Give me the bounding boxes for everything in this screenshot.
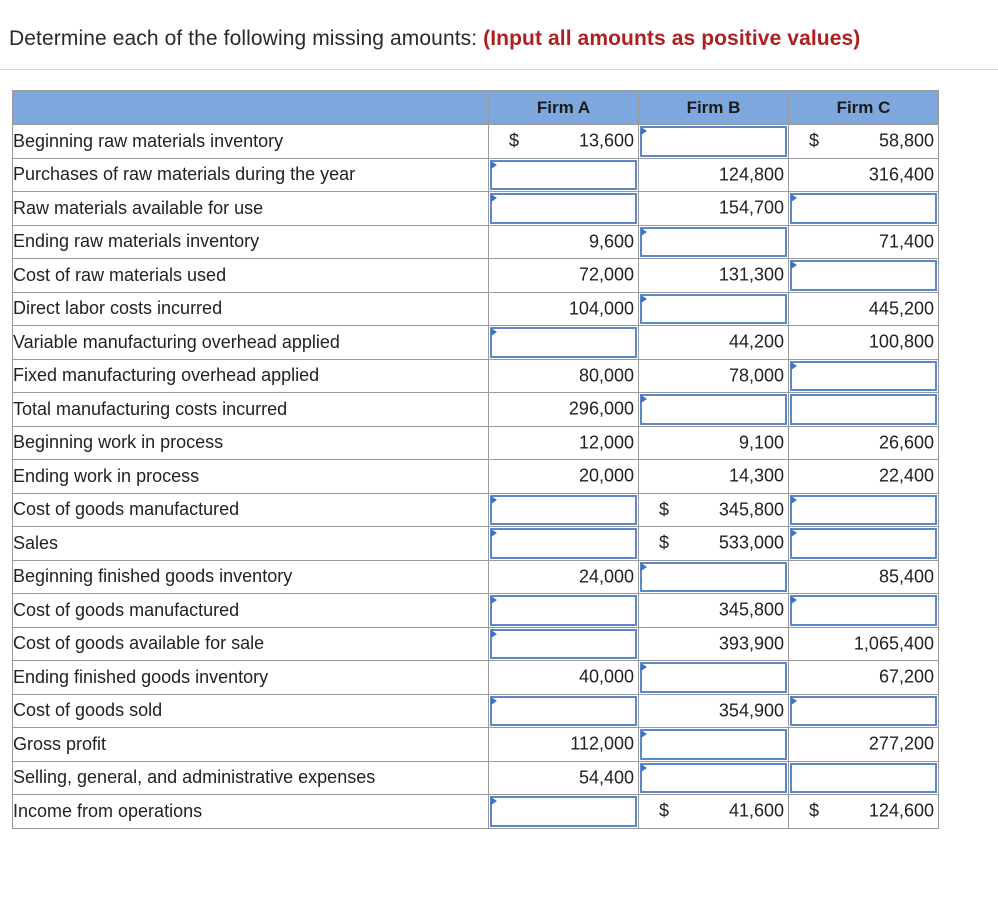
amount-value: 104,000 (568, 298, 634, 319)
amount-cell-firm-a (489, 728, 639, 762)
amount-value: 26,600 (878, 432, 934, 453)
amount-input-field[interactable] (490, 528, 637, 559)
amount-cell-firm-a (489, 426, 639, 460)
amount-value: 80,000 (578, 365, 634, 386)
amount-cell-firm-a (489, 460, 639, 494)
amount-input-firm-c[interactable] (789, 393, 939, 427)
row-label: Purchases of raw materials during the year (13, 158, 489, 192)
amount-input-field[interactable] (490, 327, 637, 358)
amount-value: 345,800 (718, 499, 784, 520)
amount-cell-firm-a (489, 259, 639, 293)
amount-value: 296,000 (568, 398, 634, 419)
input-marker-icon (791, 529, 797, 537)
amount-cell-firm-a (489, 661, 639, 695)
row-label: Variable manufacturing overhead applied (13, 326, 489, 360)
worksheet-table (12, 90, 939, 829)
amount-input-firm-a[interactable] (489, 326, 639, 360)
header-firm-a: Firm A (489, 91, 639, 125)
amount-value: 44,200 (728, 331, 784, 352)
amount-cell-firm-b (639, 158, 789, 192)
table-row (13, 661, 939, 695)
table-row (13, 728, 939, 762)
amount-value: 71,400 (878, 231, 934, 252)
input-marker-icon (791, 496, 797, 504)
amount-input-field[interactable] (490, 629, 637, 660)
amount-input-firm-b[interactable] (639, 560, 789, 594)
amount-value: 345,800 (718, 599, 784, 620)
table-row (13, 326, 939, 360)
amount-input-firm-b[interactable] (639, 125, 789, 159)
amount-cell-firm-b (639, 460, 789, 494)
amount-input-field[interactable] (790, 528, 937, 559)
row-label: Gross profit (13, 728, 489, 762)
amount-cell-firm-a (489, 292, 639, 326)
amount-input-field[interactable] (790, 361, 937, 392)
amount-value: 1,065,400 (853, 633, 934, 654)
table-row (13, 594, 939, 628)
amount-input-field[interactable] (640, 394, 787, 425)
amount-input-firm-c[interactable] (789, 192, 939, 226)
amount-cell-firm-c (789, 560, 939, 594)
amount-cell-firm-b (639, 594, 789, 628)
amount-cell-firm-b (639, 326, 789, 360)
row-label: Total manufacturing costs incurred (13, 393, 489, 427)
input-marker-icon (641, 395, 647, 403)
amount-input-field[interactable] (790, 495, 937, 526)
input-marker-icon (791, 362, 797, 370)
amount-value: 316,400 (868, 164, 934, 185)
input-marker-icon (641, 563, 647, 571)
table-row (13, 225, 939, 259)
amount-input-firm-c[interactable] (789, 527, 939, 561)
amount-cell-firm-b (639, 192, 789, 226)
amount-input-firm-c[interactable] (789, 493, 939, 527)
amount-cell-firm-b (639, 527, 789, 561)
amount-input-field[interactable] (490, 193, 637, 224)
amount-value: 154,700 (718, 197, 784, 218)
amount-input-field[interactable] (790, 595, 937, 626)
row-label: Beginning finished goods inventory (13, 560, 489, 594)
amount-cell-firm-c (789, 125, 939, 159)
amount-input-field[interactable] (790, 260, 937, 291)
row-label: Fixed manufacturing overhead applied (13, 359, 489, 393)
amount-value: 277,200 (868, 733, 934, 754)
amount-input-firm-c[interactable] (789, 359, 939, 393)
amount-value: 124,800 (718, 164, 784, 185)
amount-input-firm-a[interactable] (489, 627, 639, 661)
row-label: Cost of goods manufactured (13, 594, 489, 628)
row-label: Cost of goods manufactured (13, 493, 489, 527)
table-row (13, 359, 939, 393)
row-label: Income from operations (13, 795, 489, 829)
row-label: Ending finished goods inventory (13, 661, 489, 695)
amount-input-firm-b[interactable] (639, 292, 789, 326)
row-label: Raw materials available for use (13, 192, 489, 226)
input-marker-icon (641, 730, 647, 738)
input-marker-icon (791, 596, 797, 604)
amount-input-firm-c[interactable] (789, 594, 939, 628)
amount-value: 22,400 (878, 465, 934, 486)
instructions-text: Determine each of the following missing amounts: (9, 27, 484, 50)
amount-value: 12,000 (578, 432, 634, 453)
amount-value: 20,000 (578, 465, 634, 486)
currency-symbol: $ (659, 800, 670, 821)
input-marker-icon (641, 295, 647, 303)
input-marker-icon (491, 529, 497, 537)
amount-cell-firm-c (789, 627, 939, 661)
amount-input-field[interactable] (490, 495, 637, 526)
amount-cell-firm-c (789, 460, 939, 494)
row-label: Cost of raw materials used (13, 259, 489, 293)
amount-value: 78,000 (728, 365, 784, 386)
worksheet-body (13, 125, 939, 829)
amount-value: 13,600 (578, 130, 634, 151)
amount-cell-firm-a (489, 125, 639, 159)
amount-value: 533,000 (718, 532, 784, 553)
currency-symbol: $ (509, 130, 520, 151)
amount-input-firm-b[interactable] (639, 761, 789, 795)
input-marker-icon (491, 194, 497, 202)
amount-input-firm-a[interactable] (489, 158, 639, 192)
input-marker-icon (641, 228, 647, 236)
amount-input-field[interactable] (640, 227, 787, 258)
table-row (13, 292, 939, 326)
amount-value: 67,200 (878, 666, 934, 687)
amount-input-firm-b[interactable] (639, 661, 789, 695)
table-row (13, 192, 939, 226)
amount-value: 85,400 (878, 566, 934, 587)
header-firm-b: Firm B (639, 91, 789, 125)
divider (0, 69, 998, 70)
input-marker-icon (791, 194, 797, 202)
currency-symbol: $ (659, 499, 670, 520)
amount-input-field[interactable] (640, 294, 787, 325)
table-row (13, 125, 939, 159)
table-row (13, 527, 939, 561)
table-row (13, 460, 939, 494)
input-marker-icon (791, 261, 797, 269)
amount-input-firm-c[interactable] (789, 259, 939, 293)
amount-value: 393,900 (718, 633, 784, 654)
amount-input-firm-b[interactable] (639, 225, 789, 259)
amount-value: 24,000 (578, 566, 634, 587)
instructions-emphasis: (Input all amounts as positive values) (483, 27, 861, 50)
amount-value: 100,800 (868, 331, 934, 352)
amount-cell-firm-b (639, 694, 789, 728)
amount-cell-firm-c (789, 225, 939, 259)
amount-value: 131,300 (718, 264, 784, 285)
amount-input-field[interactable] (640, 126, 787, 157)
amount-cell-firm-b (639, 359, 789, 393)
amount-value: 14,300 (728, 465, 784, 486)
input-marker-icon (641, 127, 647, 135)
input-marker-icon (491, 328, 497, 336)
amount-cell-firm-a (489, 761, 639, 795)
amount-value: 54,400 (578, 767, 634, 788)
row-label: Beginning raw materials inventory (13, 125, 489, 159)
amount-input-firm-a[interactable] (489, 795, 639, 829)
table-row (13, 493, 939, 527)
table-row (13, 795, 939, 829)
row-label: Cost of goods available for sale (13, 627, 489, 661)
table-row (13, 761, 939, 795)
amount-input-firm-b[interactable] (639, 393, 789, 427)
input-marker-icon (491, 797, 497, 805)
amount-input-field[interactable] (790, 193, 937, 224)
amount-cell-firm-b (639, 426, 789, 460)
amount-value: 354,900 (718, 700, 784, 721)
input-marker-icon (641, 764, 647, 772)
amount-cell-firm-a (489, 393, 639, 427)
amount-input-field[interactable] (640, 562, 787, 593)
input-marker-icon (491, 596, 497, 604)
amount-cell-firm-a (489, 359, 639, 393)
input-marker-icon (791, 697, 797, 705)
table-row (13, 560, 939, 594)
amount-input-field[interactable] (640, 729, 787, 760)
row-label: Ending work in process (13, 460, 489, 494)
amount-input-field[interactable] (640, 662, 787, 693)
amount-input-firm-b[interactable] (639, 728, 789, 762)
amount-cell-firm-c (789, 292, 939, 326)
amount-input-firm-a[interactable] (489, 594, 639, 628)
amount-cell-firm-c (789, 426, 939, 460)
header-firm-c: Firm C (789, 91, 939, 125)
amount-cell-firm-b (639, 259, 789, 293)
amount-input-firm-a[interactable] (489, 694, 639, 728)
instructions (9, 27, 860, 51)
amount-value: 112,000 (570, 733, 634, 754)
amount-cell-firm-b (639, 627, 789, 661)
row-label: Ending raw materials inventory (13, 225, 489, 259)
amount-input-field[interactable] (790, 394, 937, 425)
amount-value: 58,800 (878, 130, 934, 151)
currency-symbol: $ (809, 130, 820, 151)
row-label: Direct labor costs incurred (13, 292, 489, 326)
amount-input-firm-c[interactable] (789, 694, 939, 728)
table-row (13, 694, 939, 728)
row-label: Selling, general, and administrative expenses (13, 761, 489, 795)
input-marker-icon (491, 697, 497, 705)
amount-value: 124,600 (868, 800, 934, 821)
amount-cell-firm-c (789, 326, 939, 360)
currency-symbol: $ (659, 532, 670, 553)
amount-value: 41,600 (728, 800, 784, 821)
amount-input-firm-a[interactable] (489, 493, 639, 527)
table-row (13, 259, 939, 293)
amount-input-field[interactable] (490, 796, 637, 827)
amount-cell-firm-c (789, 661, 939, 695)
row-label: Sales (13, 527, 489, 561)
amount-value: 72,000 (578, 264, 634, 285)
amount-value: 9,100 (738, 432, 784, 453)
amount-value: 9,600 (588, 231, 634, 252)
amount-input-field[interactable] (790, 763, 937, 794)
amount-cell-firm-c (789, 795, 939, 829)
amount-cell-firm-b (639, 493, 789, 527)
amount-cell-firm-b (639, 795, 789, 829)
amount-input-field[interactable] (490, 696, 637, 727)
table-row (13, 393, 939, 427)
amount-value: 40,000 (578, 666, 634, 687)
input-marker-icon (491, 161, 497, 169)
amount-input-firm-a[interactable] (489, 192, 639, 226)
amount-input-field[interactable] (490, 595, 637, 626)
header-row (13, 91, 939, 125)
input-marker-icon (491, 496, 497, 504)
currency-symbol: $ (809, 800, 820, 821)
table-row (13, 158, 939, 192)
amount-cell-firm-c (789, 728, 939, 762)
amount-cell-firm-c (789, 158, 939, 192)
amount-input-firm-a[interactable] (489, 527, 639, 561)
amount-input-field[interactable] (640, 763, 787, 794)
amount-input-field[interactable] (790, 696, 937, 727)
amount-value: 445,200 (868, 298, 934, 319)
amount-input-field[interactable] (490, 160, 637, 191)
input-marker-icon (491, 630, 497, 638)
table-row (13, 426, 939, 460)
input-marker-icon (641, 663, 647, 671)
amount-input-firm-c[interactable] (789, 761, 939, 795)
amount-cell-firm-a (489, 225, 639, 259)
table-row (13, 627, 939, 661)
row-label: Beginning work in process (13, 426, 489, 460)
header-label-blank (13, 91, 489, 125)
row-label: Cost of goods sold (13, 694, 489, 728)
amount-cell-firm-a (489, 560, 639, 594)
